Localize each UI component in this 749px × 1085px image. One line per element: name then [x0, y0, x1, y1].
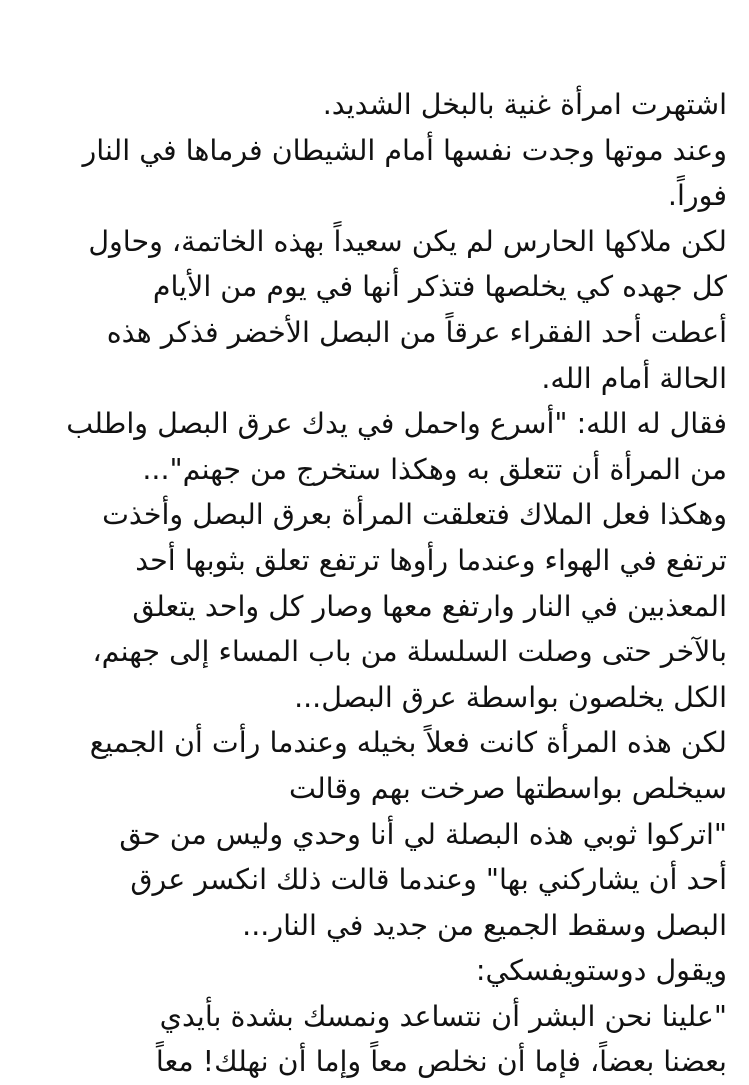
text-line: لكن ملاكها الحارس لم يكن سعيداً بهذه الخاتمة، وحاول — [88, 224, 727, 258]
text-line: ويقول دوستويفسكي: — [475, 954, 727, 988]
text-line: سيخلص بواسطتها صرخت بهم وقالت — [288, 771, 727, 805]
text-line: بعضنا بعضاً، فإما أن نخلص معاً وإما أن نهلك! معاً — [155, 1045, 727, 1079]
text-line: الحالة أمام الله. — [541, 361, 727, 395]
text-line: من المرأة أن تتعلق به وهكذا ستخرج من جهنم"... — [142, 452, 727, 486]
text-line: أحد أن يشاركني بها" وعندما قالت ذلك انكسر عرق — [130, 863, 727, 897]
text-line: لكن هذه المرأة كانت فعلاً بخيله وعندما رأت أن الجميع — [89, 726, 727, 760]
text-line: "علينا نحن البشر أن نتساعد ونمسك بشدة بأيدي — [159, 999, 727, 1033]
text-line: وهكذا فعل الملاك فتعلقت المرأة بعرق البصل وأخذت — [102, 498, 727, 532]
text-line: فقال له الله: "أسرع واحمل في يدك عرق البصل واطلب — [66, 407, 727, 441]
text-line: المعذبين في النار وارتفع معها وصار كل واحد يتعلق — [132, 589, 727, 623]
arabic-story-text — [30, 82, 727, 1085]
text-line: الكل يخلصون بواسطة عرق البصل... — [294, 680, 727, 714]
text-line: أعطت أحد الفقراء عرقاً من البصل الأخضر فذكر هذه — [106, 315, 727, 349]
text-line: وعند موتها وجدت نفسها أمام الشيطان فرماها في النار — [82, 133, 727, 167]
text-line: بالآخر حتى وصلت السلسلة من باب المساء إلى جهنم، — [92, 635, 727, 669]
text-line: كل جهده كي يخلصها فتذكر أنها في يوم من الأيام — [152, 270, 727, 304]
text-line: ترتفع في الهواء وعندما رأوها ترتفع تعلق بثوبها أحد — [135, 543, 727, 577]
text-line: البصل وسقط الجميع من جديد في النار... — [242, 908, 727, 942]
text-line: "اتركوا ثوبي هذه البصلة لي أنا وحدي وليس من حق — [119, 817, 727, 851]
text-line: اشتهرت امرأة غنية بالبخل الشديد. — [322, 88, 727, 121]
text-line: فوراً. — [667, 179, 727, 213]
